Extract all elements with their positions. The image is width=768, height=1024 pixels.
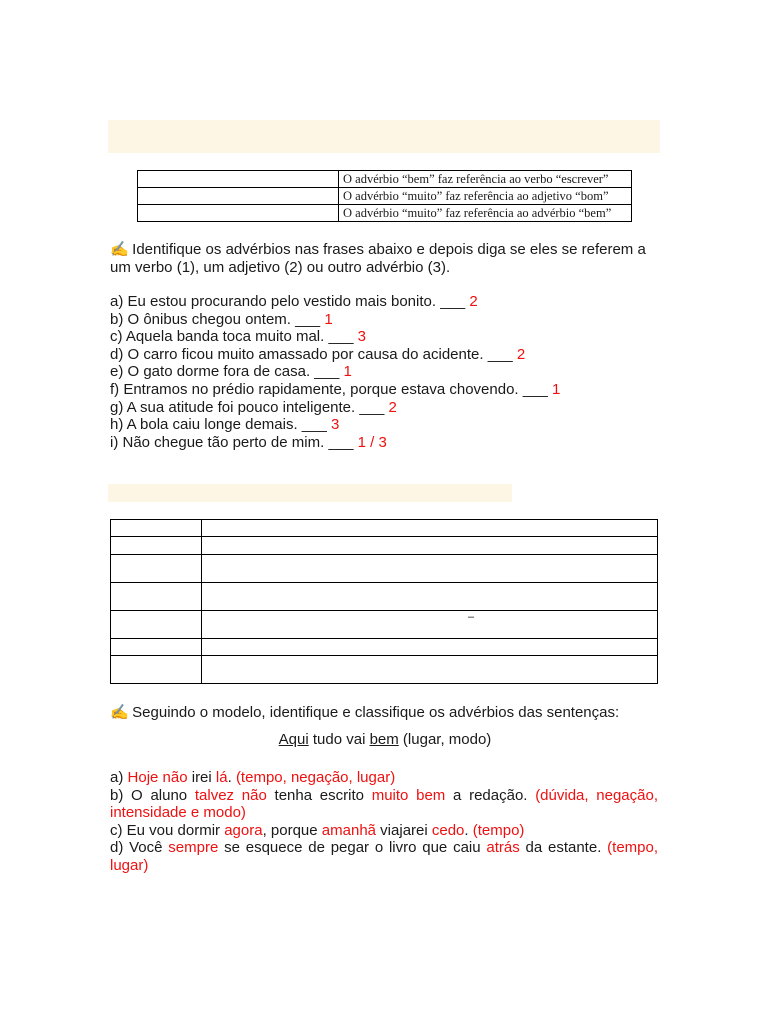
table-row [111,639,658,656]
header-band-middle [108,484,512,502]
table-cell: O advérbio “muito” faz referência ao adjetivo “bom” [339,188,632,205]
list-item: f) Entramos no prédio rapidamente, porque estava chovendo. ___ 1 [110,380,561,398]
list-item: d) Você sempre se esquece de pegar o livro que caiu atrás da estante. (tempo, lugar) [110,839,659,874]
model-sentence: Aqui tudo vai bem (lugar, modo) [278,731,492,748]
table-cell: O advérbio “muito” faz referência ao advérbio “bem” [339,205,632,222]
answer: 2 [388,398,397,416]
table-row [111,583,658,611]
writing-hand-icon: ✍ [110,704,129,721]
list-item: d) O carro ficou muito amassado por causa do acidente. ___ 2 [110,345,526,363]
list-item: e) O gato dorme fora de casa. ___ 1 [110,363,352,381]
empty-grid-table [110,519,658,684]
exercise1-list [110,293,660,451]
table-row [138,205,632,222]
exercise2-instruction [110,704,660,722]
list-item: a) Hoje não irei lá. (tempo, negação, lugar) [110,769,396,786]
answer: 1 [343,363,352,381]
answer: 2 [516,345,526,363]
list-item: b) O ônibus chegou ontem. ___ 1 [110,310,333,328]
answer: 3 [331,416,340,434]
list-item: c) Eu vou dormir agora, porque amanhã viajarei cedo. (tempo) [110,821,525,839]
table-row [111,611,658,639]
answer: 1 [324,310,333,328]
table-dash-mark: – [468,611,475,623]
list-item: a) Eu estou procurando pelo vestido mais bonito. ___ 2 [110,293,478,310]
table-row [111,656,658,684]
answer: 3 [357,328,367,346]
answer: 1 [551,380,561,398]
header-band-top [108,120,660,153]
list-item: c) Aquela banda toca muito mal. ___ 3 [110,328,367,346]
table-row [111,520,658,537]
list-item: i) Não chegue tão perto de mim. ___ 1 / 3 [110,433,387,451]
instruction-text: Identifique os advérbios nas frases abaixo e depois diga se eles se referem a um verbo (1), um adjetivo (2) ou outro advérbio (3). [110,241,646,276]
exercise1-instruction [110,241,660,276]
writing-hand-icon: ✍ [110,241,129,258]
table-cell: O advérbio “bem” faz referência ao verbo “escrever” [339,171,632,188]
answer: 1 / 3 [357,433,387,451]
exercise2-list [110,769,658,875]
answer: 2 [469,293,478,310]
table-row [138,188,632,205]
instruction-text: Seguindo o modelo, identifique e classifique os advérbios das sentenças: [132,704,620,721]
table-row [111,555,658,583]
list-item: h) A bola caiu longe demais. ___ 3 [110,416,340,434]
list-item: b) O aluno talvez não tenha escrito muito bem a redação. (dúvida, negação, intensidade e modo) [110,786,658,822]
table-row [111,537,658,555]
adverb-reference-table [137,170,632,222]
table-row [138,171,632,188]
list-item: g) A sua atitude foi pouco inteligente. ___ 2 [110,398,397,416]
